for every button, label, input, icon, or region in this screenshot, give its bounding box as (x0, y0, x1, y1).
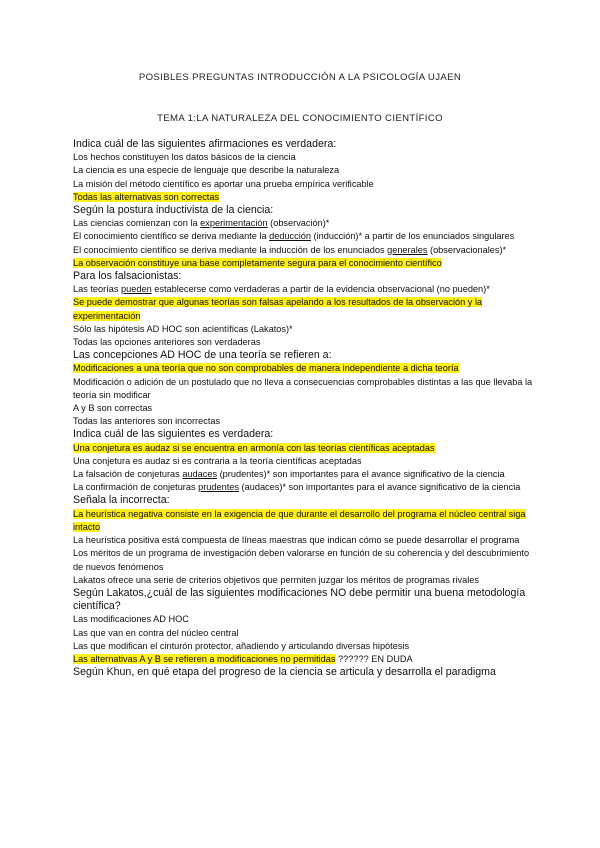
underlined-text: pueden (121, 284, 152, 295)
q3-option-d: Todas las opciones anteriores son verdaderas (73, 337, 261, 348)
q4-option-a (73, 362, 533, 375)
q3-option-c: Sólo las hipótesis AD HOC son acientíficas (Lakatos)* (73, 323, 293, 334)
underlined-text: experimentación (200, 218, 268, 229)
question-5: Indica cuál de las siguientes es verdadera: (73, 428, 274, 441)
q6-option-d: Lakatos ofrece una serie de criterios objetivos que permiten juzgar los méritos de programas rivales (73, 574, 479, 585)
q7-option-b: Las que van en contra del núcleo central (73, 627, 239, 638)
q1-option-b: La ciencia es una especie de lenguaje que describe la naturaleza (73, 165, 340, 176)
text: El conocimiento científico se deriva mediante la (73, 231, 270, 242)
q5-option-b: Una conjetura es audaz si es contraria a la teoría científicas aceptadas (73, 455, 362, 466)
q1-answer-highlight: Todas las alternativas son correctas (73, 191, 220, 202)
q2-option-d (73, 257, 533, 270)
q1-option-c: La misión del método científico es aportar una prueba empírica verificable (73, 178, 374, 189)
q6-option-b: La heurística positiva está compuesta de líneas maestras que indican cómo se puede desarrollar el programa (73, 535, 520, 546)
q3-option-b (73, 296, 533, 322)
q5-option-c (73, 468, 533, 481)
q7-option-d (73, 653, 533, 666)
q7-option-c: Las que modifican el cinturón protector, añadiendo y articulando diversas hipótesis (73, 640, 410, 651)
underlined-text: generales (387, 244, 428, 255)
q2-answer-highlight: La observación constituye una base completamente segura para el conocimiento científico (73, 257, 442, 268)
question-3: Para los falsacionistas: (73, 270, 182, 283)
question-1: Indica cuál de las siguientes afirmaciones es verdadera: (73, 138, 337, 150)
doubt-note: ?????? EN DUDA (335, 653, 413, 664)
text: establecerse como verdaderas a partir de la evidencia observacional (no pueden)* (151, 284, 490, 295)
question-7: Según Lakatos,¿cuál de las siguientes modificaciones NO debe permitir una buena metodología científica? (73, 586, 526, 613)
question-2: Según la postura inductivista de la ciencia: (73, 204, 274, 217)
q6-option-c: Los méritos de un programa de investigación deben valorarse en función de su coherencia y del descubrimiento de nuevos fenómenos (73, 548, 530, 572)
document-body (73, 138, 533, 679)
q1-option-d (73, 191, 533, 204)
q7-option-a: Las modificaciones AD HOC (73, 614, 189, 625)
underlined-text: audaces (182, 469, 218, 480)
underlined-text: prudentes (198, 482, 239, 493)
question-4: Las concepciones AD HOC de una teoría se refieren a: (73, 349, 332, 362)
text: (audaces)* son importantes para el avance significativo de la ciencia (239, 482, 521, 493)
document-title: POSIBLES PREGUNTAS INTRODUCCIÓN A LA PSICOLOGÍA UJAEN (138, 72, 462, 83)
text: (observacionales)* (427, 244, 507, 255)
text: (prudentes)* son importantes para el avance significativo de la ciencia (217, 469, 505, 480)
q3-option-a (73, 283, 533, 296)
q1-option-a: Los hechos constituyen los datos básicos de la ciencia (73, 152, 296, 163)
q4-option-c: A y B son correctas (73, 403, 153, 414)
q2-option-c (73, 244, 533, 257)
question-6: Señala la incorrecta: (73, 494, 170, 507)
q4-answer-highlight: Modificaciones a una teoría que no son comprobables de manera independiente a dicha teoría (73, 363, 459, 374)
q6-option-a (73, 508, 533, 534)
q4-option-b: Modificación o adición de un postulado que no lleva a consecuencias comprobables distintas a las que llevaba la teoría sin modificar (73, 376, 533, 400)
q5-option-d (73, 481, 533, 494)
question-8: Según Khun, en qué etapa del progreso de la ciencia se articula y desarrolla el paradigma (73, 666, 496, 679)
q2-option-b (73, 230, 533, 243)
text: (inducción)* a partir de los enunciados singulares (311, 231, 515, 242)
text: Las teorías (73, 284, 122, 295)
q6-answer-highlight: La heurística negativa consiste en la exigencia de que durante el desarrollo del programa el núcleo central siga intacto (73, 508, 526, 532)
q2-option-a (73, 217, 533, 230)
q5-answer-highlight: Una conjetura es audaz si se encuentra en armonía con las teorías científicas aceptadas (73, 442, 435, 453)
q7-answer-highlight: Las alternativas A y B se refieren a modificaciones no permitidas (73, 653, 336, 664)
text: La falsación de conjeturas (73, 469, 183, 480)
q5-option-a (73, 442, 533, 455)
text: El conocimiento científico se deriva mediante la inducción de los enunciados (73, 244, 388, 255)
q4-option-d: Todas las anteriores son incorrectas (73, 416, 221, 427)
q3-answer-highlight: Se puede demostrar que algunas teorías son falsas apelando a los resultados de la observación y la experimentación (73, 297, 483, 321)
text: (observación)* (267, 218, 330, 229)
underlined-text: deducción (269, 231, 311, 242)
text: Las ciencias comienzan con la (73, 218, 201, 229)
text: La confirmación de conjeturas (73, 482, 199, 493)
topic-title: TEMA 1:LA NATURALEZA DEL CONOCIMIENTO CIENTÍFICO (157, 113, 443, 124)
